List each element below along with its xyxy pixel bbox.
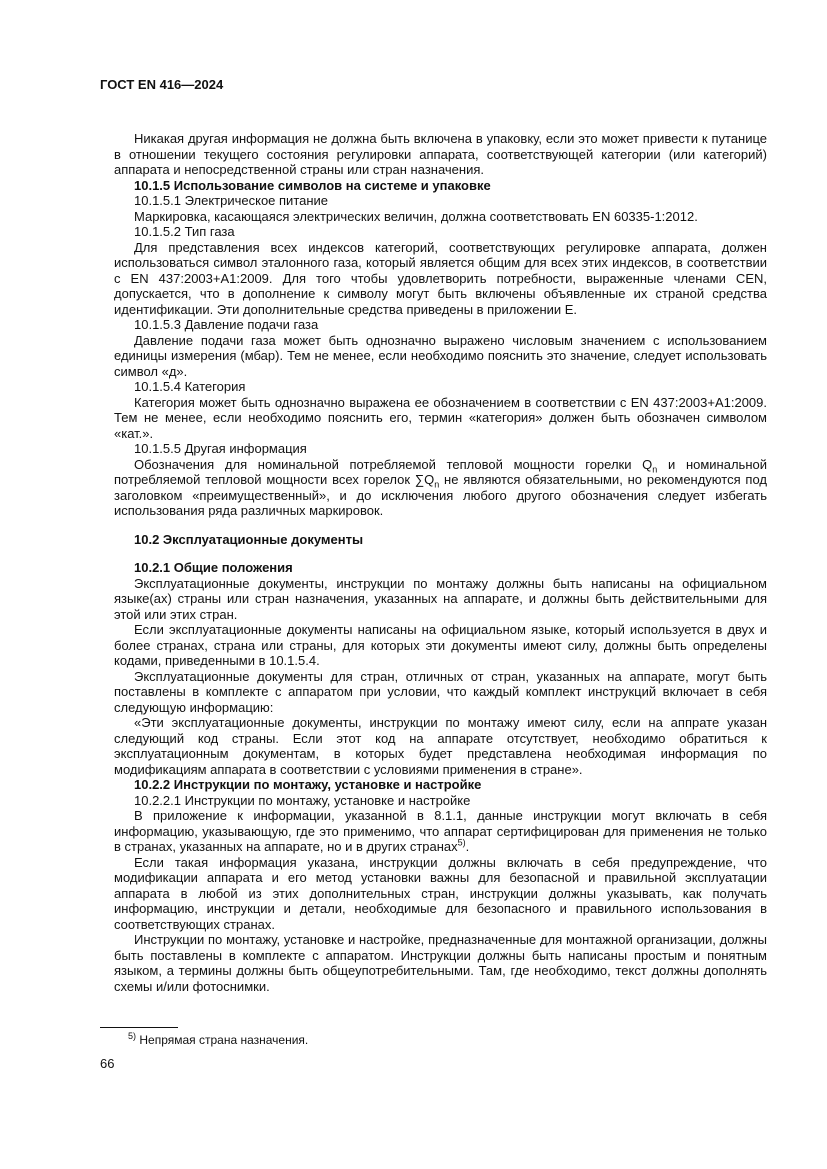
paragraph: «Эти эксплуатационные документы, инструкции по монтажу имеют силу, если на аппрате указан следующий код страны. Если этот код на аппарате отсутствует, необходимо обратиться к эксплуатационным документам, в которых будет представлена необходимая информация по модификациям аппарата в соответствии с условиями применения в стране». bbox=[114, 715, 767, 777]
section-heading-10-2-1: 10.2.1 Общие положения bbox=[134, 560, 293, 575]
subsection-heading-10-1-5-1: 10.1.5.1 Электрическое питание bbox=[134, 193, 329, 208]
footnote-text: Непрямая страна назначения. bbox=[139, 1033, 309, 1047]
page-number: 66 bbox=[100, 1056, 115, 1071]
section-heading-10-1-5: 10.1.5 Использование символов на системе и упаковке bbox=[134, 177, 491, 193]
text-run: В приложение к информации, указанной в 8.1.1, данные инструкции могут включать в себя информацию, указывающую, где это применимо, что аппарат сертифицирован для применения не только в странах, указанных на аппарате, но и в других странах bbox=[114, 808, 767, 854]
section-heading-10-2-2: 10.2.2 Инструкции по монтажу, установке и настройке bbox=[134, 777, 482, 792]
text-run: Обозначения для номинальной потребляемой тепловой мощности горелки Q bbox=[134, 456, 653, 472]
paragraph bbox=[114, 808, 767, 855]
paragraph: Никакая другая информация не должна быть включена в упаковку, если это может привести к путанице в отношении текущего состояния регулировки аппарата, соответствующей категории (или категорий) аппарата и непосредственной страны или стран назначения. bbox=[114, 131, 767, 177]
footnote bbox=[128, 1033, 308, 1048]
document-body bbox=[114, 131, 767, 994]
subsection-heading-10-1-5-5: 10.1.5.5 Другая информация bbox=[134, 441, 307, 456]
footnote-reference[interactable]: 5) bbox=[457, 837, 466, 848]
paragraph: Маркировка, касающаяся электрических величин, должна соответствовать EN 60335-1:2012. bbox=[134, 208, 698, 224]
paragraph: Эксплуатационные документы для стран, отличных от стран, указанных на аппарате, могут быть поставлены в комплекте с аппаратом при условии, что каждый комплект инструкций включает в себя следующую информацию: bbox=[114, 668, 767, 715]
section-heading-10-2: 10.2 Эксплуатационные документы bbox=[134, 531, 364, 547]
text-run: . bbox=[465, 839, 470, 854]
text-run: не являются обязательными, но рекомендуются под заголовком «преимущественный», и до исключения любого другого обозначения следует избегать использования ряда различных маркировок. bbox=[114, 472, 768, 518]
paragraph bbox=[114, 457, 767, 519]
subsection-heading-10-2-2-1: 10.2.2.1 Инструкции по монтажу, установке и настройке bbox=[134, 792, 471, 808]
subsection-heading-10-1-5-3: 10.1.5.3 Давление подачи газа bbox=[134, 317, 319, 332]
paragraph: Если такая информация указана, инструкции должны включать в себя предупреждение, что модификации аппарата и его метод установки важны для безопасной и правильной эксплуатации аппарата в любой из этих дополнительных стран, инструкции должны указывать, как получать информацию, инструкции и детали, необходимые для безопасного и правильного использования в соответствующих странах. bbox=[114, 854, 767, 932]
text-run: и номинальной потребляемой тепловой мощности всех горелок ∑Q bbox=[114, 456, 767, 487]
paragraph: Для представления всех индексов категорий, соответствующих регулировке аппарата, должен использоваться символ эталонного газа, который является общим для всех этих индексов, в соответствии с EN 437:2003+A1:2009. Для того чтобы удовлетворить потребности, выраженные членами CEN, допускается, что в дополнение к символу могут быть включены объявленные их страной средства идентификации. Эти дополнительные средства приведены в приложении E. bbox=[114, 239, 767, 317]
paragraph: Если эксплуатационные документы написаны на официальном языке, который используется в двух и более странах, страна или страны, для которых эти документы имеют силу, должны быть определены кодами, приведенными в 10.1.5.4. bbox=[114, 622, 767, 668]
paragraph: Давление подачи газа может быть однозначно выражено числовым значением с использованием единицы измерения (мбар). Тем не менее, если необходимо пояснить это значение, следует использовать символ «д». bbox=[114, 332, 767, 379]
footnote-divider bbox=[100, 1027, 178, 1028]
subscript-n: n bbox=[434, 479, 440, 490]
paragraph: Эксплуатационные документы, инструкции по монтажу должны быть написаны на официальном языке(ах) страны или стран назначения, указанных на аппарате, и должны быть действительными для этой или этих стран. bbox=[114, 575, 767, 622]
document-header: ГОСТ EN 416—2024 bbox=[100, 77, 224, 92]
subsection-heading-10-1-5-2: 10.1.5.2 Тип газа bbox=[134, 224, 235, 239]
footnote-mark: 5) bbox=[128, 1031, 137, 1041]
subscript-n: n bbox=[652, 464, 658, 475]
subsection-heading-10-1-5-4: 10.1.5.4 Категория bbox=[134, 379, 246, 394]
paragraph: Инструкции по монтажу, установке и настройке, предназначенные для монтажной организации, должны быть поставлены в комплекте с аппаратом. Инструкции должны быть написаны простым и понятным языком, а термины должны быть общеупотребительными. Там, где необходимо, текст должны дополнять схемы и/или фотоснимки. bbox=[114, 932, 767, 994]
paragraph: Категория может быть однозначно выражена ее обозначением в соответствии с EN 437:2003+A1:2009. Тем не менее, если необходимо пояснить его, термин «категория» должен быть обозначен символом «кат.». bbox=[114, 394, 767, 441]
